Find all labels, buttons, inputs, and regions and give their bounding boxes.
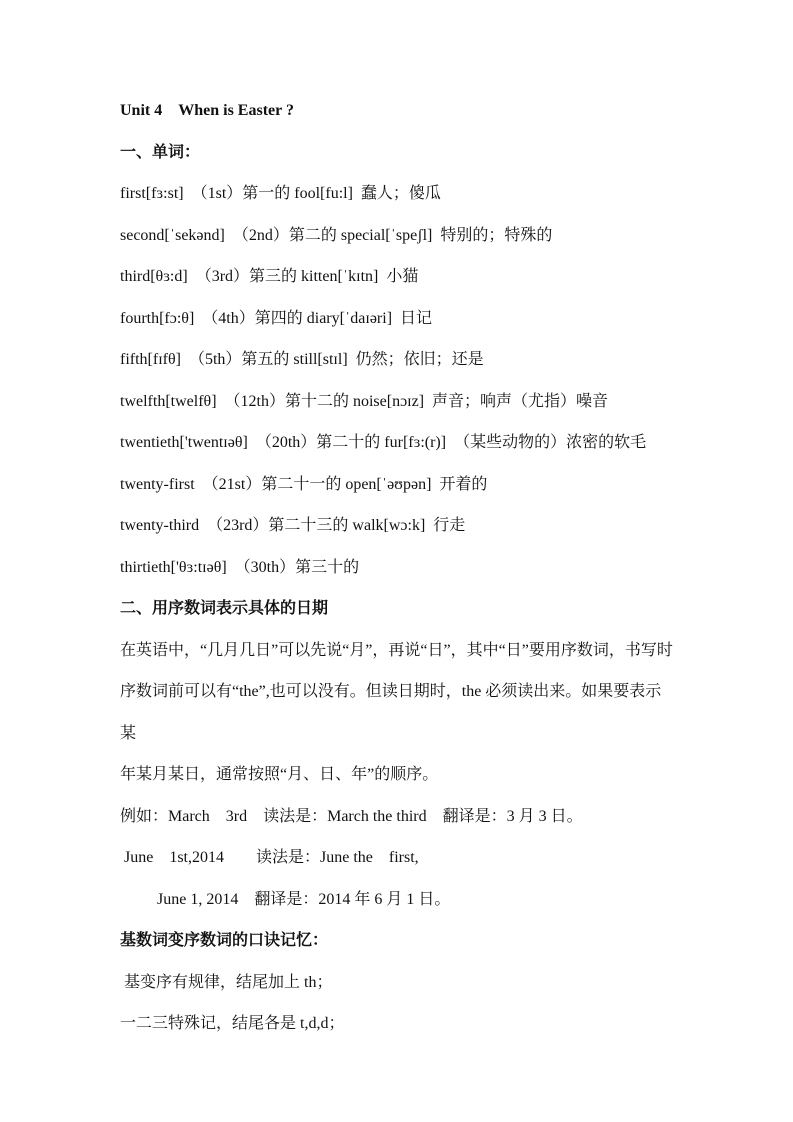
section1-heading: 一、单词：	[120, 143, 201, 161]
section2-heading: 二、用序数词表示具体的日期	[120, 600, 329, 617]
page-title: Unit 4 When is Easter ?	[120, 102, 294, 119]
vocab-line-first: first[fɜ:st] （1st）第一的 fool[fu:l] 蠢人；傻瓜	[120, 185, 441, 202]
document-content	[120, 90, 676, 1045]
date-example-june-translation: June 1, 2014 翻译是：2014 年 6 月 1 日。	[157, 890, 451, 908]
date-rule-paragraph-line-1: 在英语中，“几月几日”可以先说“月”，再说“日”，其中“日”要用序数词，书写时	[120, 641, 673, 659]
vocab-line-fourth: fourth[fɔ:θ] （4th）第四的 diary[ˈdaɪəri] 日记	[120, 309, 433, 327]
vocab-line-third: third[θɜ:d] （3rd）第三的 kitten[ˈkɪtn] 小猫	[120, 268, 419, 285]
vocab-line-fifth: fifth[fɪfθ] （5th）第五的 still[stɪl] 仍然；依旧；还是	[120, 351, 484, 368]
vocab-line-second: second[ˈsekənd] （2nd）第二的 special[ˈspeʃl] 特别的；特殊的	[120, 226, 553, 244]
rhyme-line-2: 一二三特殊记，结尾各是 t,d,d；	[120, 1015, 345, 1032]
vocab-line-twentieth: twentieth['twentɪəθ] （20th）第二十的 fur[fɜ:(r)] （某些动物的）浓密的软毛	[120, 434, 647, 451]
date-example-march: 例如：March 3rd 读法是：March the third 翻译是：3 月 3 日。	[120, 807, 583, 825]
date-example-june-reading: June 1st,2014 读法是：June the first,	[120, 849, 419, 866]
date-rule-paragraph-line-2: 序数词前可以有“the”,也可以没有。但读日期时，the 必须读出来。如果要表示某	[120, 683, 662, 742]
vocab-line-twenty-first: twenty-first （21st）第二十一的 open[ˈəʊpən] 开着的	[120, 475, 488, 493]
vocab-line-twenty-third: twenty-third （23rd）第二十三的 walk[wɔ:k] 行走	[120, 517, 466, 534]
rhyme-line-1: 基变序有规律，结尾加上 th；	[120, 973, 333, 991]
section3-heading: 基数词变序数词的口诀记忆：	[120, 932, 329, 949]
vocab-line-twelfth: twelfth[twelfθ] （12th）第十二的 noise[nɔɪz] 声音；响声（尤指）噪音	[120, 392, 609, 410]
vocab-line-thirtieth: thirtieth['θɜ:tɪəθ] （30th）第三十的	[120, 558, 360, 576]
date-rule-paragraph-line-3: 年某月某日，通常按照“月、日、年”的顺序。	[120, 766, 439, 783]
